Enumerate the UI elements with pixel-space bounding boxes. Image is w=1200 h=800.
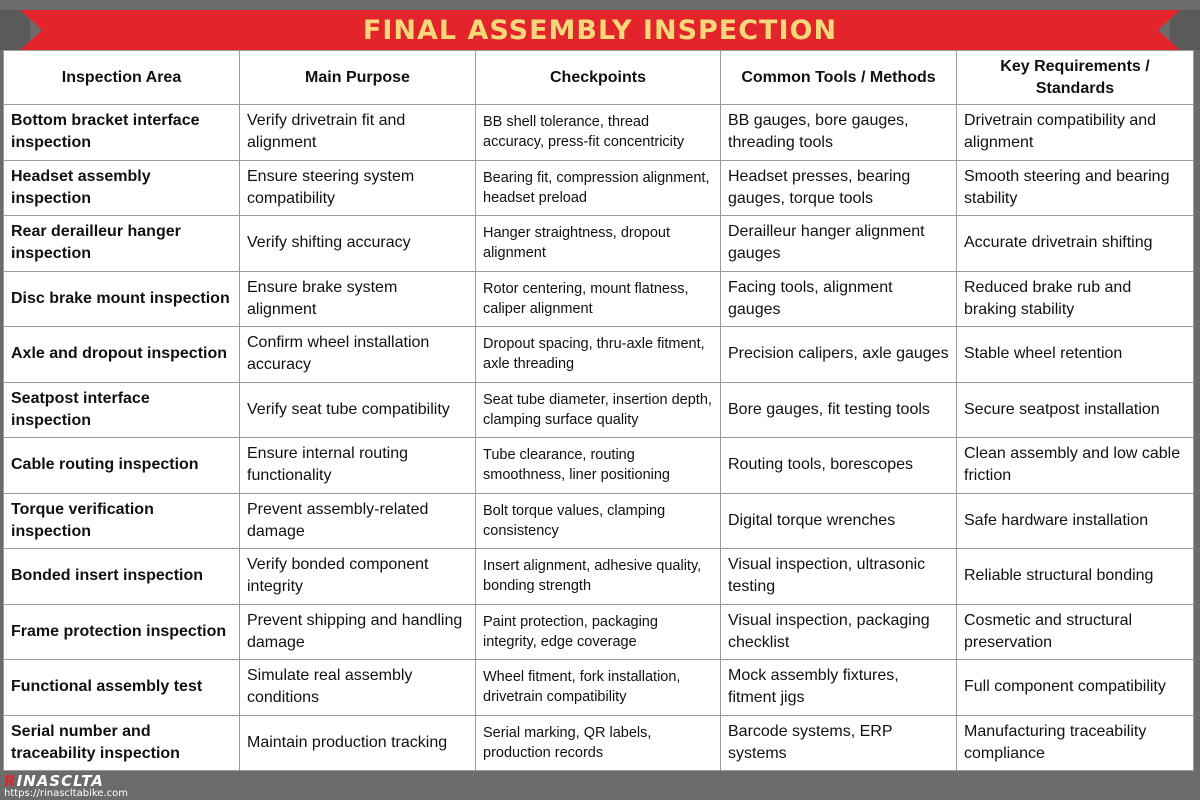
table-row [4,160,1194,216]
cell-main-purpose: Verify shifting accuracy [240,216,476,272]
cell-main-purpose: Simulate real assembly conditions [240,660,476,716]
table-row [4,604,1194,660]
cell-main-purpose: Ensure steering system compatibility [240,160,476,216]
cell-checkpoints: Rotor centering, mount flatness, caliper alignment [476,271,721,327]
logo-text: INASCLTA [16,772,104,790]
table-header-row [4,51,1194,105]
header-common-tools: Common Tools / Methods [721,51,957,105]
cell-main-purpose: Maintain production tracking [240,715,476,771]
cell-inspection-area: Headset assembly inspection [4,160,240,216]
cell-main-purpose: Verify seat tube compatibility [240,382,476,438]
cell-checkpoints: BB shell tolerance, thread accuracy, press-fit concentricity [476,105,721,161]
cell-common-tools: Routing tools, borescopes [721,438,957,494]
table-body [4,105,1194,771]
cell-inspection-area: Bonded insert inspection [4,549,240,605]
inspection-table [3,50,1194,771]
table-row [4,715,1194,771]
cell-inspection-area: Disc brake mount inspection [4,271,240,327]
cell-main-purpose: Ensure brake system alignment [240,271,476,327]
cell-key-requirements: Reliable structural bonding [957,549,1194,605]
title-banner [0,10,1200,50]
cell-inspection-area: Cable routing inspection [4,438,240,494]
header-inspection-area: Inspection Area [4,51,240,105]
cell-key-requirements: Full component compatibility [957,660,1194,716]
cell-main-purpose: Verify drivetrain fit and alignment [240,105,476,161]
logo-accent-letter: R [4,772,17,790]
header-checkpoints: Checkpoints [476,51,721,105]
header-key-requirements: Key Requirements / Standards [957,51,1194,105]
brand-logo [4,773,104,789]
cell-main-purpose: Verify bonded component integrity [240,549,476,605]
table-row [4,493,1194,549]
cell-main-purpose: Prevent assembly-related damage [240,493,476,549]
cell-checkpoints: Insert alignment, adhesive quality, bonding strength [476,549,721,605]
cell-checkpoints: Serial marking, QR labels, production records [476,715,721,771]
cell-inspection-area: Functional assembly test [4,660,240,716]
cell-key-requirements: Accurate drivetrain shifting [957,216,1194,272]
cell-key-requirements: Drivetrain compatibility and alignment [957,105,1194,161]
cell-inspection-area: Torque verification inspection [4,493,240,549]
cell-common-tools: Visual inspection, packaging checklist [721,604,957,660]
cell-main-purpose: Confirm wheel installation accuracy [240,327,476,383]
cell-common-tools: Headset presses, bearing gauges, torque tools [721,160,957,216]
table-row [4,549,1194,605]
cell-key-requirements: Reduced brake rub and braking stability [957,271,1194,327]
cell-main-purpose: Ensure internal routing functionality [240,438,476,494]
cell-key-requirements: Safe hardware installation [957,493,1194,549]
cell-key-requirements: Stable wheel retention [957,327,1194,383]
cell-common-tools: Bore gauges, fit testing tools [721,382,957,438]
table-row [4,438,1194,494]
cell-common-tools: Digital torque wrenches [721,493,957,549]
cell-checkpoints: Tube clearance, routing smoothness, liner positioning [476,438,721,494]
table-row [4,216,1194,272]
page-title: FINAL ASSEMBLY INSPECTION [362,15,838,46]
cell-common-tools: Facing tools, alignment gauges [721,271,957,327]
table-row [4,327,1194,383]
cell-inspection-area: Bottom bracket interface inspection [4,105,240,161]
cell-common-tools: Precision calipers, axle gauges [721,327,957,383]
website-url: https://rinascltabike.com [4,788,128,799]
table-row [4,271,1194,327]
cell-key-requirements: Manufacturing traceability compliance [957,715,1194,771]
inspection-table-container [3,50,1193,771]
cell-inspection-area: Axle and dropout inspection [4,327,240,383]
cell-key-requirements: Clean assembly and low cable friction [957,438,1194,494]
header-main-purpose: Main Purpose [240,51,476,105]
cell-common-tools: Mock assembly fixtures, fitment jigs [721,660,957,716]
cell-checkpoints: Wheel fitment, fork installation, drivetrain compatibility [476,660,721,716]
cell-checkpoints: Dropout spacing, thru-axle fitment, axle threading [476,327,721,383]
cell-key-requirements: Secure seatpost installation [957,382,1194,438]
table-row [4,105,1194,161]
table-row [4,660,1194,716]
cell-inspection-area: Frame protection inspection [4,604,240,660]
table-row [4,382,1194,438]
cell-checkpoints: Bearing fit, compression alignment, headset preload [476,160,721,216]
cell-checkpoints: Hanger straightness, dropout alignment [476,216,721,272]
cell-inspection-area: Rear derailleur hanger inspection [4,216,240,272]
cell-checkpoints: Bolt torque values, clamping consistency [476,493,721,549]
cell-inspection-area: Seatpost interface inspection [4,382,240,438]
cell-common-tools: BB gauges, bore gauges, threading tools [721,105,957,161]
cell-checkpoints: Paint protection, packaging integrity, edge coverage [476,604,721,660]
cell-key-requirements: Cosmetic and structural preservation [957,604,1194,660]
cell-checkpoints: Seat tube diameter, insertion depth, clamping surface quality [476,382,721,438]
footer [0,771,1200,800]
cell-key-requirements: Smooth steering and bearing stability [957,160,1194,216]
cell-main-purpose: Prevent shipping and handling damage [240,604,476,660]
cell-common-tools: Visual inspection, ultrasonic testing [721,549,957,605]
cell-inspection-area: Serial number and traceability inspection [4,715,240,771]
cell-common-tools: Barcode systems, ERP systems [721,715,957,771]
cell-common-tools: Derailleur hanger alignment gauges [721,216,957,272]
